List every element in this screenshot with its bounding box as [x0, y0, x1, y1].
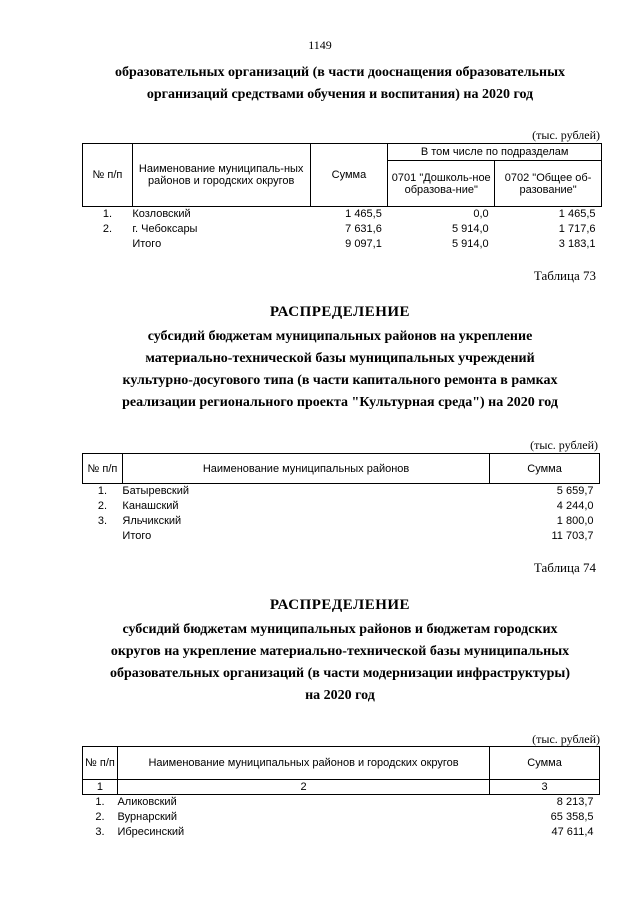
section74-title-line: округов на укрепление материально-технической базы муниципальных	[110, 644, 570, 659]
section73-title-line: материально-технической базы муниципальных учреждений	[145, 351, 535, 366]
row-number: 2.	[95, 811, 105, 823]
row-name: г. Чебоксары	[132, 223, 198, 235]
section74-title	[60, 619, 620, 707]
row-sum: 1 800,0	[556, 515, 594, 527]
row-name: Вурнарский	[117, 811, 178, 823]
table1-header-0702: 0702 "Общее об-разование"	[495, 161, 602, 207]
table-row	[83, 825, 600, 840]
row-name: Батыревский	[122, 485, 190, 497]
section74-title-line: образовательных организаций (в части модернизации инфраструктуры)	[110, 666, 570, 681]
row-sum: 5 659,7	[556, 485, 594, 497]
table73-units: (тыс. рублей)	[530, 438, 598, 452]
table1-header-0701: 0701 "Дошколь-ное образова-ние"	[388, 161, 495, 207]
row-number: 3.	[97, 515, 108, 527]
section74-title-line: субсидий бюджетам муниципальных районов и бюджетам городских	[122, 622, 558, 637]
table1	[82, 143, 602, 252]
table-row	[83, 484, 600, 500]
table73	[82, 453, 600, 544]
section73-title-line: субсидий бюджетам муниципальных районов на укрепление	[147, 329, 533, 344]
table-row	[83, 514, 600, 529]
row-name: Итого	[122, 530, 152, 542]
section73-heading: РАСПРЕДЕЛЕНИЕ	[269, 304, 411, 320]
row-number: 1.	[95, 796, 105, 808]
row-sum: 7 631,6	[345, 223, 382, 235]
continued-title	[60, 62, 620, 106]
row-sum: 4 244,0	[556, 500, 594, 512]
table-row	[83, 499, 600, 514]
table-row	[83, 810, 600, 825]
table73-header-name: Наименование муниципальных районов	[122, 454, 489, 484]
row-name: Ибресинский	[117, 826, 185, 838]
table74	[82, 746, 600, 840]
table73-header-sum: Сумма	[490, 454, 600, 484]
row-number: 3.	[95, 826, 105, 838]
table-row	[83, 237, 602, 252]
section74-heading: РАСПРЕДЕЛЕНИЕ	[269, 597, 411, 613]
section73-title-line: культурно-досугового типа (в части капитального ремонта в рамках	[122, 373, 558, 388]
row-sum: 47 611,4	[551, 826, 594, 838]
row-0702: 1 465,5	[558, 208, 596, 220]
continued-title-line: образовательных организаций (в части дооснащения образовательных	[114, 65, 566, 80]
table74-col-number: 2	[117, 780, 489, 795]
row-name: Козловский	[132, 208, 191, 220]
table74-header-name: Наименование муниципальных районов и городских округов	[117, 747, 489, 780]
row-number	[83, 237, 133, 252]
table1-header-including: В том числе по подразделам	[388, 144, 602, 161]
section73-title-line: реализации регионального проекта "Культурная среда") на 2020 год	[122, 395, 558, 410]
section73-title	[60, 326, 620, 414]
row-name: Аликовский	[117, 796, 177, 808]
table74-units: (тыс. рублей)	[532, 732, 600, 746]
row-number	[83, 529, 123, 544]
row-number: 1.	[102, 208, 113, 220]
row-0701: 5 914,0	[451, 238, 489, 250]
table74-header-number: № п/п	[83, 747, 118, 780]
row-0702: 3 183,1	[558, 238, 596, 250]
table1-header-name: Наименование муниципаль-ных районов и городских округов	[132, 144, 310, 207]
row-0701: 5 914,0	[451, 223, 489, 235]
table74-col-number: 3	[490, 780, 600, 795]
table-row	[83, 529, 600, 544]
row-0702: 1 717,6	[558, 223, 596, 235]
row-sum: 1 465,5	[345, 208, 382, 220]
table74-col-number: 1	[83, 780, 118, 795]
continued-title-line: организаций средствами обучения и воспитания) на 2020 год	[146, 87, 534, 102]
row-number: 1.	[97, 485, 108, 497]
row-name: Яльчикский	[122, 515, 182, 527]
table74-header-sum: Сумма	[490, 747, 600, 780]
table-row	[83, 222, 602, 237]
row-name: Канашский	[122, 500, 179, 512]
table-row	[83, 207, 602, 223]
page-number: 1149	[308, 38, 332, 52]
row-0701: 0,0	[473, 208, 489, 220]
table1-units: (тыс. рублей)	[532, 128, 600, 142]
table1-header-number: № п/п	[83, 144, 133, 207]
row-number: 2.	[97, 500, 108, 512]
table-73-label: Таблица 73	[533, 268, 596, 283]
table-row	[83, 795, 600, 811]
table1-header-sum: Сумма	[310, 144, 388, 207]
table-74-label: Таблица 74	[533, 560, 596, 575]
row-sum: 9 097,1	[345, 238, 382, 250]
row-sum: 11 703,7	[551, 530, 594, 542]
row-sum: 8 213,7	[556, 796, 594, 808]
table73-header-number: № п/п	[83, 454, 123, 484]
row-sum: 65 358,5	[550, 811, 594, 823]
row-name: Итого	[132, 238, 162, 250]
section74-title-line: на 2020 год	[305, 688, 375, 703]
row-number: 2.	[102, 223, 113, 235]
